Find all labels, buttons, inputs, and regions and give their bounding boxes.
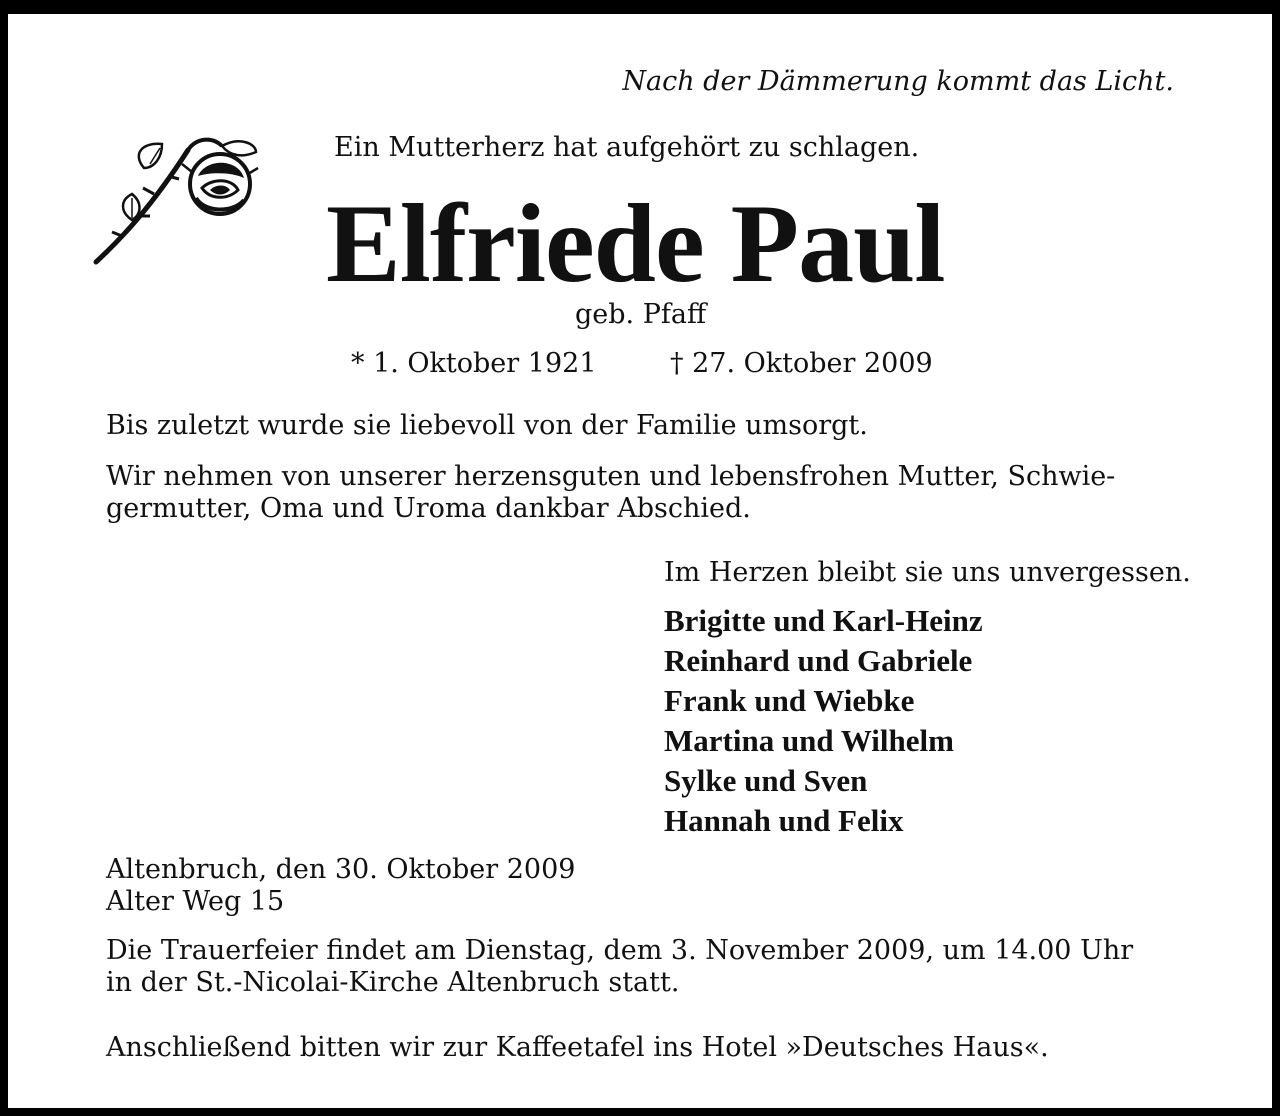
mourner: Frank und Wiebke (664, 683, 915, 718)
place-date: Altenbruch, den 30. Oktober 2009 (106, 854, 576, 885)
mourner: Hannah und Felix (664, 803, 904, 838)
maiden-name: geb. Pfaff (575, 299, 707, 330)
birth-date: * 1. Oktober 1921 (351, 348, 597, 379)
service-text-line1: Die Trauerfeier findet am Dienstag, dem 3. November 2009, um 14.00 Uhr (106, 935, 1134, 966)
mourner: Martina und Wilhelm (664, 723, 954, 758)
mourners-list (664, 601, 983, 841)
mourner: Brigitte und Karl-Heinz (664, 603, 983, 638)
farewell-text-line2: germutter, Oma und Uroma dankbar Abschied. (106, 493, 751, 524)
reception-text: Anschließend bitten wir zur Kaffeetafel ins Hotel »Deutsches Haus«. (106, 1032, 1049, 1063)
rose-icon (92, 128, 262, 268)
mourner: Reinhard und Gabriele (664, 643, 973, 678)
farewell-text-line1: Wir nehmen von unserer herzensguten und lebensfrohen Mutter, Schwie- (106, 461, 1116, 492)
intro-line: Ein Mutterherz hat aufgehört zu schlagen. (334, 132, 920, 163)
death-date: † 27. Oktober 2009 (670, 348, 933, 379)
address: Alter Weg 15 (106, 886, 285, 917)
memory-line: Im Herzen bleibt sie uns unvergessen. (664, 557, 1191, 588)
care-text: Bis zuletzt wurde sie liebevoll von der Familie umsorgt. (106, 410, 868, 441)
deceased-name: Elfriede Paul (326, 182, 945, 306)
service-text-line2: in der St.-Nicolai-Kirche Altenbruch statt. (106, 967, 680, 998)
motto: Nach der Dämmerung kommt das Licht. (622, 66, 1174, 97)
mourner: Sylke und Sven (664, 763, 868, 798)
